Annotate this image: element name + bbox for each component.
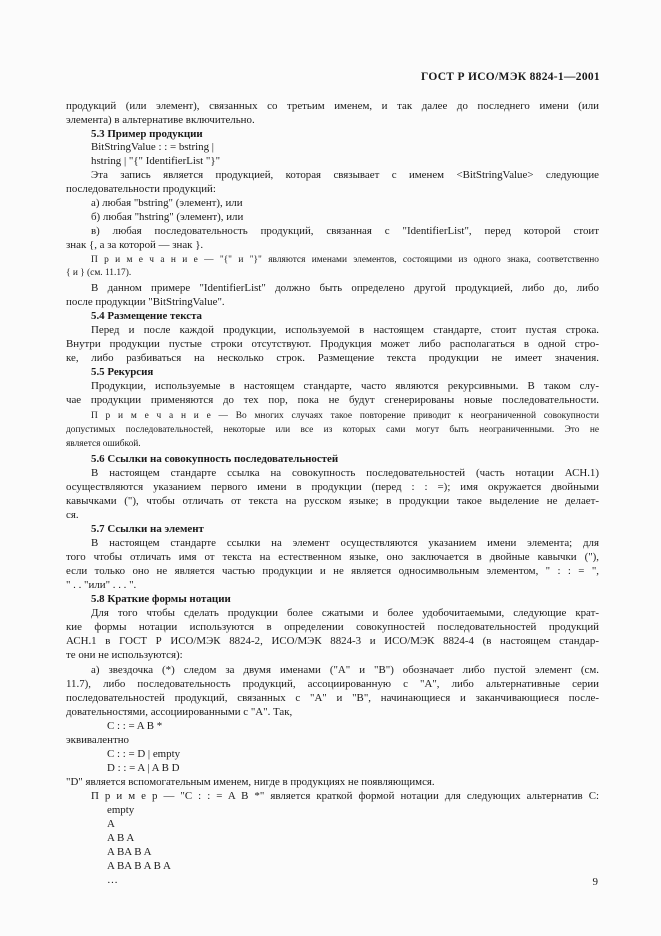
text-line: осуществляются указанием первого имени в продукции (перед : : =); имя окружается двойными — [66, 481, 599, 493]
text-line: кавычками ("), чтобы отличать от текста на русском языке; в продукции такое выделение не делает- — [66, 495, 599, 507]
text-line: C : : = D | empty — [107, 748, 181, 760]
section-heading: 5.8 Краткие формы нотации — [91, 593, 231, 605]
text-line: довательностями, ассоциированными с "А". Так, — [66, 706, 293, 718]
text-line: A BA B A — [107, 846, 152, 858]
text-line: C : : = A B * — [107, 720, 163, 732]
text-line: hstring | "{" IdentifierList "}" — [91, 155, 221, 167]
text-line: последовательностей продукций, связанных с "А" и "В", начинающиеся и заканчивающиеся после- — [66, 692, 599, 704]
text-line: В настоящем стандарте ссылки на элемент осуществляются указанием имени элемента; для — [91, 537, 599, 549]
text-line: допустимых последовательностей, некоторые или все из которых сами могут быть неограниченными. Это не — [66, 425, 599, 435]
text-line: 11.7), либо последовательность продукций, ассоциированную с "А", либо альтернативные серии — [66, 678, 599, 690]
text-line: П р и м е ч а н и е — Во многих случаях такое повторение приводит к неограниченной совокупности — [91, 411, 599, 421]
text-line: empty — [107, 804, 135, 816]
text-line: " . . "или" . . . ". — [66, 579, 137, 591]
text-line: те они не используются): — [66, 649, 183, 661]
text-line: A B A — [107, 832, 135, 844]
section-heading: 5.6 Ссылки на совокупность последовательностей — [91, 453, 339, 465]
section-heading: 5.3 Пример продукции — [91, 128, 203, 140]
text-line: последовательности продукций: — [66, 183, 216, 195]
text-line: A BA B A B A — [107, 860, 171, 872]
text-line: П р и м е ч а н и е — "{" и "}" являются именами элементов, состоящими из одного знака, соответственно — [91, 255, 599, 265]
text-line: в) любая последовательность продукций, связанная с "IdentifierList", перед которой стоит — [91, 225, 599, 237]
text-line: продукций (или элемент), связанных со третьим именем, и так далее до последнего имени (или — [66, 100, 599, 112]
text-line: того чтобы отличать имя от текста на естественном языке, оно заключается в двойные кавычки ("), — [66, 551, 599, 563]
text-line: "D" является вспомогательным именем, нигде в продукциях не появляющимся. — [66, 776, 435, 788]
text-line: а) любая "bstring" (элемент), или — [91, 197, 243, 209]
text-line: В настоящем стандарте ссылка на совокупность последовательностей (часть нотации АСН.1) — [91, 467, 599, 479]
text-line: BitStringValue : : = bstring | — [91, 141, 214, 153]
text-line: если только оно не является частью продукции и не является односимвольным элементом, " : : = ", — [66, 565, 599, 577]
text-line: б) любая "hstring" (элемент), или — [91, 211, 244, 223]
text-line: П р и м е р — "C : : = A B *" является краткой формой нотации для следующих альтернатив C: — [91, 790, 599, 802]
page-number: 9 — [592, 876, 598, 888]
text-line: Внутри продукции пустые строки отсутствуют. Продукция может либо располагаться в одной стро- — [66, 338, 599, 350]
text-line: знак {, а за которой — знак }. — [66, 239, 204, 251]
text-line: ке, либо разбиваться на несколько строк. Размещение текста продукции не имеет значения. — [66, 352, 599, 364]
text-line: D : : = A | A B D — [107, 762, 180, 774]
text-line: … — [107, 874, 118, 886]
text-line: после продукции "BitStringValue". — [66, 296, 225, 308]
text-line: а) звездочка (*) следом за двумя именами ("А" и "В") обозначает либо пустой элемент (см. — [91, 664, 599, 676]
page-header: ГОСТ Р ИСО/МЭК 8824-1—2001 — [420, 71, 600, 83]
text-line: кие формы нотации используются в определении совокупностей последовательностей продукций — [66, 621, 599, 633]
text-line: Продукции, используемые в настоящем стандарте, часто являются рекурсивными. В таком слу- — [91, 380, 599, 392]
text-line: чае продукции применяются до тех пор, пока не будут сгенерированы новые последовательности. — [66, 394, 599, 406]
text-line: элемента) в альтернативе включительно. — [66, 114, 255, 126]
text-line: { и } (см. 11.17). — [66, 268, 132, 278]
text-line: Для того чтобы сделать продукции более сжатыми и более удобочитаемыми, следующие крат- — [91, 607, 599, 619]
text-line: эквивалентно — [66, 734, 129, 746]
text-line: A — [107, 818, 115, 830]
section-heading: 5.4 Размещение текста — [91, 310, 202, 322]
text-line: В данном примере "IdentifierList" должно быть определено другой продукцией, либо до, либо — [91, 282, 599, 294]
text-line: Перед и после каждой продукции, используемой в настоящем стандарте, стоит пустая строка. — [91, 324, 599, 336]
text-line: ся. — [66, 509, 79, 521]
text-line: является ошибкой. — [66, 439, 141, 449]
text-line: АСН.1 в ГОСТ Р ИСО/МЭК 8824-2, ИСО/МЭК 8824-3 и ИСО/МЭК 8824-4 (в настоящем стандар- — [66, 635, 599, 647]
text-line: Эта запись является продукцией, которая связывает с именем <BitStringValue> следующие — [91, 169, 599, 181]
section-heading: 5.7 Ссылки на элемент — [91, 523, 204, 535]
section-heading: 5.5 Рекурсия — [91, 366, 154, 378]
